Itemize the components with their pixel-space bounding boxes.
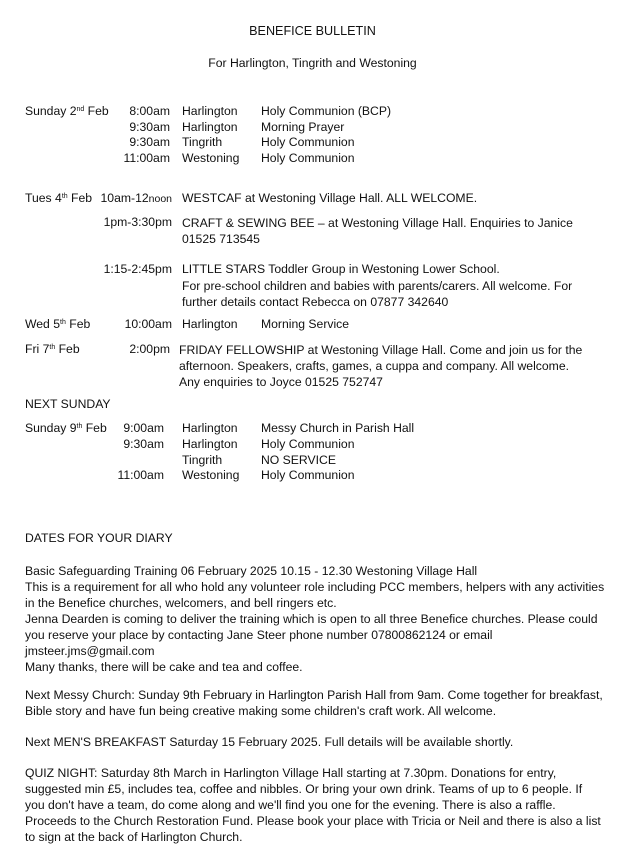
event-description: FRIDAY FELLOWSHIP at Westoning Village Hall. Come and join us for the afternoon. Speakers, crafts, games, a cuppa and company. All welcome. Any enquiries to Joyce 01525 752747: [179, 343, 583, 389]
page-title: BENEFICE BULLETIN: [249, 24, 376, 38]
service-place: Harlington: [182, 437, 238, 451]
event-description: CRAFT & SEWING BEE – at Westoning Village Hall. Enquiries to Janice 01525 713545: [182, 216, 573, 246]
month-text: Feb: [67, 191, 93, 205]
service-time: 9:00am: [123, 421, 164, 435]
day-suffix: th: [60, 319, 66, 326]
service-name: Holy Communion: [261, 437, 355, 451]
day-label: [25, 342, 80, 356]
day-label: [25, 191, 92, 205]
service-time: 8:00am: [129, 104, 170, 118]
contact-email[interactable]: jmsteer.jms@gmail.com: [25, 644, 155, 658]
service-name: Holy Communion: [261, 468, 355, 482]
service-name: NO SERVICE: [261, 453, 336, 467]
event-time-start: 10am-12: [100, 191, 149, 205]
event-time: 2:00pm: [129, 342, 170, 356]
event-time-end: noon: [148, 193, 172, 205]
day-label: [25, 104, 109, 118]
event-description: For pre-school children and babies with parents/carers. All welcome. For further details contact Rebecca on 07877 342640: [182, 279, 573, 309]
service-name: Holy Communion (BCP): [261, 104, 392, 118]
service-time: 9:30am: [129, 120, 170, 134]
service-time: 9:30am: [129, 135, 170, 149]
event-description-title: LITTLE STARS Toddler Group in Westoning Lower School.: [182, 262, 500, 276]
service-name: Messy Church in Parish Hall: [261, 421, 415, 435]
service-name: Morning Prayer: [261, 120, 345, 134]
day-suffix: th: [76, 423, 83, 430]
day-text: Fri 7: [25, 342, 50, 356]
day-label: [25, 421, 107, 435]
messy-church-notice: Next Messy Church: Sunday 9th February in Harlington Parish Hall from 9am. Come together for breakfast, Bible story and have fun being creative making some children's craft work. All welcome.: [25, 688, 603, 718]
service-place: Tingrith: [182, 135, 223, 149]
mens-breakfast-notice: Next MEN'S BREAKFAST Saturday 15 February 2025. Full details will be available shortly.: [25, 735, 514, 749]
safeguarding-requirement: This is a requirement for all who hold any volunteer role including PCC members, helpers with any activities in the Benefice churches, welcomers, and bell ringers etc.: [25, 580, 605, 610]
day-text: Wed 5: [25, 317, 61, 331]
safeguarding-details: Jenna Dearden is coming to deliver the training which is open to all three Benefice churches. Please could you reserve your place by contacting Jane Steer phone number 07800862124 or email: [25, 612, 598, 642]
safeguarding-thanks: Many thanks, there will be cake and tea and coffee.: [25, 660, 303, 674]
service-place: Harlington: [182, 421, 238, 435]
day-text: Sunday 9: [25, 421, 77, 435]
service-name: Holy Communion: [261, 135, 355, 149]
quiz-night-notice: QUIZ NIGHT: Saturday 8th March in Harlington Village Hall starting at 7.30pm. Donations for entry, suggested min £5, includes tea, coffee and nibbles. Or bring your own drink. Teams of up to 6 people. If you don't have a team, do come along and we'll find you one for the evening. There is also a raffle. Proceeds to the Church Restoration Fund. Please book your place with Tricia or Neil and there is also a list to sign at the back of Harlington Church.: [25, 766, 601, 844]
event-description: WESTCAF at Westoning Village Hall. ALL WELCOME.: [182, 191, 478, 205]
day-suffix: th: [49, 344, 56, 351]
service-place: Westoning: [182, 468, 240, 482]
page-subtitle: For Harlington, Tingrith and Westoning: [208, 56, 417, 70]
month-text: Feb: [84, 104, 109, 118]
service-time: 11:00am: [123, 151, 170, 165]
service-name: Holy Communion: [261, 151, 355, 165]
day-text: Sunday 2: [25, 104, 77, 118]
event-time: 1pm-3:30pm: [103, 215, 172, 229]
service-time: 9:30am: [123, 437, 164, 451]
event-time: 1:15-2:45pm: [103, 262, 172, 276]
safeguarding-notice: [25, 563, 605, 675]
service-time: 11:00am: [117, 468, 164, 482]
section-heading: NEXT SUNDAY: [25, 397, 111, 411]
service-place: Westoning: [182, 151, 240, 165]
event-time: [101, 191, 172, 205]
day-label: [25, 317, 90, 331]
day-suffix: th: [61, 193, 68, 200]
service-place: Tingrith: [182, 453, 223, 467]
service-time: 10:00am: [124, 317, 172, 331]
service-place: Harlington: [182, 104, 238, 118]
day-text: Tues 4: [25, 191, 62, 205]
day-suffix: nd: [76, 106, 85, 113]
month-text: Feb: [82, 421, 107, 435]
month-text: Feb: [65, 317, 91, 331]
service-place: Harlington: [182, 317, 238, 331]
service-place: Harlington: [182, 120, 238, 134]
safeguarding-title: Basic Safeguarding Training 06 February 2025 10.15 - 12.30 Westoning Village Hall: [25, 564, 478, 578]
section-heading: DATES FOR YOUR DIARY: [25, 531, 173, 545]
service-name: Morning Service: [261, 317, 350, 331]
month-text: Feb: [55, 342, 80, 356]
